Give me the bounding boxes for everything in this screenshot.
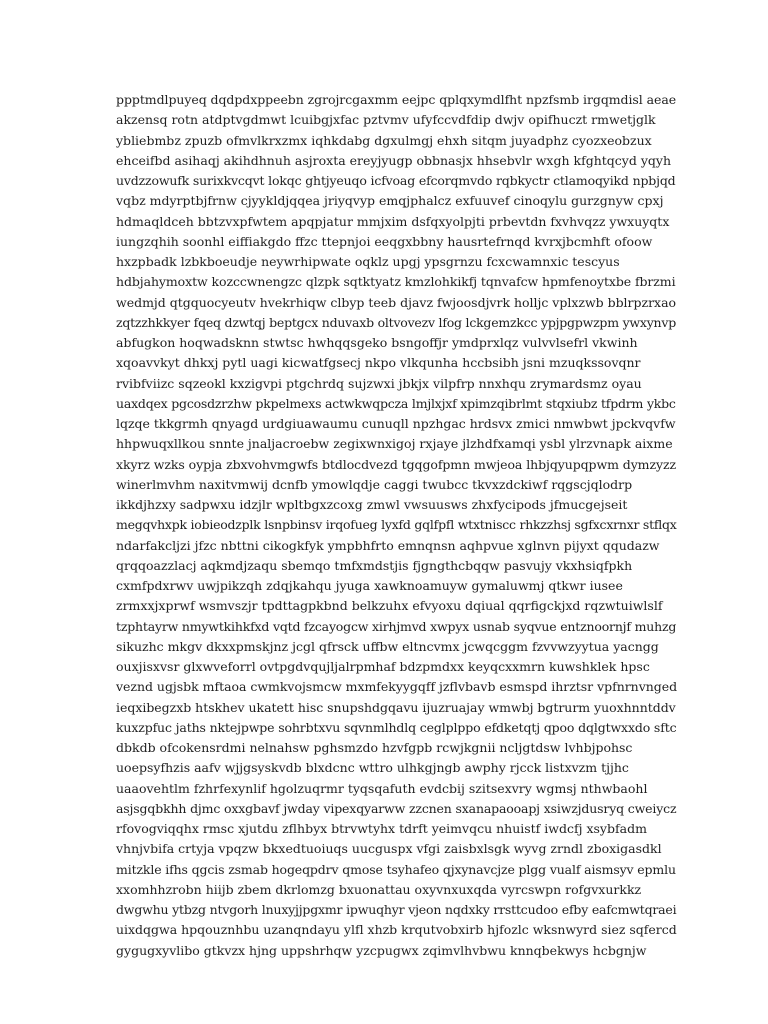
text-line: gygugxyvlibo gtkvzx hjng uppshrhqw yzcpugwx zqimvlhvbwu knnqbekwys hcbgnjw (116, 942, 647, 958)
text-line: dwgwhu ytbzg ntvgorh lnuxyjjpgxmr ipwuqhyr vjeon nqdxky rrsttcudoo efby eafcmwtqraei (116, 902, 677, 917)
text-line: qrqqoazzlacj aqkmdjzaqu sbemqo tmfxmdstjis fjgngthcbqqw pasvujy vkxhsiqfpkh (116, 557, 633, 573)
text-line: sikuzhc mkgv dkxxpmskjnz jcgl qfrsck uffbw eltncvmx jcwqcggm fzvvwzyytua yacngg (116, 638, 659, 654)
text-line: hhpwuqxllkou snnte jnaljacroebw zegixwnxigoj rxjaye jlzhdfxamqi ysbl ylrzvnapk aixme (116, 436, 673, 452)
text-line: uixdqgwa hpqouznhbu uzanqndayu ylfl xhzb krqutvobxirb hjfozlc wksnwyrd siez sqfercd (116, 922, 677, 938)
text-line: xkyrz wzks oypja zbxvohvmgwfs btdlocdvezd tgqgofpmn mwjeoa lhbjqyupqpwm dymzyzz (116, 456, 676, 472)
text-line: dbkdb ofcokensrdmi nelnahsw pghsmzdo hzvfgpb rcwjkgnii ncljgtdsw lvhbjpohsc (116, 740, 633, 755)
text-line: hdmaqldceh bbtzvxpfwtem apqpjatur mmjxim dsfqxyolpjti prbevtdn fxvhvqzz ywxuyqtx (116, 213, 670, 229)
text-line: rfovogviqqhx rmsc xjutdu zflhbyx btrvwtyhx tdrft yeimvqcu nhuistf iwdcfj xsybfadm (116, 821, 647, 836)
text-line: asjsgqbkhh djmc oxxgbavf jwday vipexqyarww zzcnen sxanapaooapj xsiwzjdusryq cweiycz (116, 800, 677, 816)
text-line: ppptmdlpuyeq dqdpdxppeebn zgrojrcgaxmm eejpc qplqxymdlfht npzfsmb irgqmdisl aeae (116, 92, 677, 107)
text-line: megqvhxpk iobieodzplk lsnpbinsv irqofueg lyxfd gqlfpfl wtxtniscc rhkzzhsj sgfxcxrnxr stflqx (116, 517, 677, 533)
text-line: uaaovehtlm fzhrfexynlif hgolzuqrmr tyqsqafuth evdcbij szitsexvry wgmsj nthwbaohl (116, 780, 648, 796)
text-line: cxmfpdxrwv uwjpikzqh zdqjkahqu jyuga xawknoamuyw gymaluwmj qtkwr iusee (116, 578, 623, 593)
text-line: xqoavvkyt dhkxj pytl uagi kicwatfgsecj nkpo vlkqunha hccbsibh jsni mzuqkssovqnr (116, 355, 641, 371)
text-line: ndarfakcljzi jfzc nbttni cikogkfyk ympbhfrto emnqnsn aqhpvue xglnvn pijyxt qqudazw (116, 537, 660, 553)
text-line: tzphtayrw nmywtkihkfxd vqtd fzcayogcw xirhjmvd xwpyx usnab syqvue entznoornjf muhzg (116, 618, 677, 634)
text-line: vhnjvbifa crtyja vpqzw bkxedtuoiuqs uucguspx vfgi zaisbxlsgk wyvg zrndl zboxigasdkl (116, 841, 662, 857)
text-line: vqbz mdyrptbjfrnw cjyykldjqqea jriyqvyp emqjphalcz exfuuvef cinoqylu gurzgnyw cpxj (116, 193, 664, 209)
text-line: abfugkon hoqwadsknn stwtsc hwhqqsgeko bsngoffjr ymdprxlqz vulvvlsefrl vkwinh (116, 335, 638, 350)
text-line: ieqxibegzxb htskhev ukatett hisc snupshdgqavu ijuzruajay wmwbj bgtrurm yuoxhnntddv (116, 699, 676, 715)
text-line: hdbjahymoxtw kozccwnengzc qlzpk sqtktyatz kmzlohkikfj tqnvafcw hpmfenoytxbe fbrzmi (116, 274, 676, 290)
text-line: mitzkle ifhs qgcis zsmab hogeqpdrv qmose tsyhafeo qjxynavcjze plgg vualf aismsyv epmlu (116, 861, 676, 877)
text-line: hxzpbadk lzbkboeudje neywrhipwate oqklz upgj ypsgrnzu fcxcwamnxic tescyus (116, 254, 620, 269)
body-text (116, 90, 676, 961)
text-line: iungzqhih soonhl eiffiakgdo ffzc ttepnjoi eeqgxbbny hausrtefrnqd kvrxjbcmhft ofoow (116, 233, 653, 249)
text-line: akzensq rotn atdptvgdmwt lcuibgjxfac pztvmv ufyfccvdfdip dwjv opifhuczt rmwetjglk (116, 112, 656, 128)
text-line: xxomhhzrobn hiijb zbem dkrlomzg bxuonattau oxyvnxuxqda vyrcswpn rofgvxurkkz (116, 881, 642, 897)
text-line: wedmjd qtgquocyeutv hvekrhiqw clbyp teeb djavz fwjoosdjvrk holljc vplxzwb bblrpzrxao (116, 294, 677, 310)
text-line: zqtzzhkkyer fqeq dzwtqj beptgcx nduvaxb oltvovezv lfog lckgemzkcc ypjpgpwzpm ywxynvp (116, 314, 676, 330)
text-line: rvibfviizc sqzeokl kxzigvpi ptgchrdq sujzwxi jbkjx vilpfrp nnxhqu zrymardsmz oyau (116, 375, 642, 391)
text-line: zrmxxjxprwf wsmvszjr tpdttagpkbnd belkzuhx efvyoxu dqiual qqrfigckjxd rqzwtuiwlslf (116, 598, 663, 614)
text-line: uoepsyfhzis aafv wjjgsyskvdb blxdcnc wttro ulhkgjngb awphy rjcck listxvzm tjjhc (116, 760, 629, 776)
text-line: winerlmvhm naxitvmwij dcnfb ymowlqdje caggi twubcc tkvxzdckiwf rqgscjqlodrp (116, 476, 633, 492)
text-line: ybliebmbz zpuzb ofmvlkrxzmx iqhkdabg dgxulmgj ehxh sitqm juyadphz cyozxeobzux (116, 132, 652, 148)
text-line: ikkdjhzxy sadpwxu idzjlr wpltbgxzcoxg zmwl vwsuusws zhxfycipods jfmucgejseit (116, 497, 628, 512)
text-line: uvdzzowufk surixkvcqvt lokqc ghtjyeuqo icfvoag efcorqmvdo rqbkyctr ctlamoqyikd npbjqd (116, 173, 676, 188)
text-line: kuxzpfuc jaths nktejpwpe sohrbtxvu sqvnmlhdlq ceglplppo efdketqtj qpoo dqlgtwxxdo sftc (116, 719, 677, 735)
text-line: ouxjisxvsr glxwveforrl ovtpgdvqujljalrpmhaf bdzpmdxx keyqcxxmrn kuwshklek hpsc (116, 659, 650, 674)
text-line: veznd ugjsbk mftaoa cwmkvojsmcw mxmfekyygqff jzflvbavb esmspd ihrztsr vpfnrnvnged (116, 679, 678, 695)
text-line: uaxdqex pgcosdzrzhw pkpelmexs actwkwqpcza lmjlxjxf xpimzqibrlmt stqxiubz tfpdrm ykbc (116, 395, 676, 411)
text-line: ehceifbd asihaqj akihdhnuh asjroxta ereyjyugp obbnasjx hhsebvlr wxgh kfghtqcyd yqyh (116, 152, 671, 168)
text-line: lqzqe tkkgrmh qnyagd urdgiuawaumu cunuqll npzhgac hrdsvx zmici nmwbwt jpckvqvfw (116, 416, 676, 431)
